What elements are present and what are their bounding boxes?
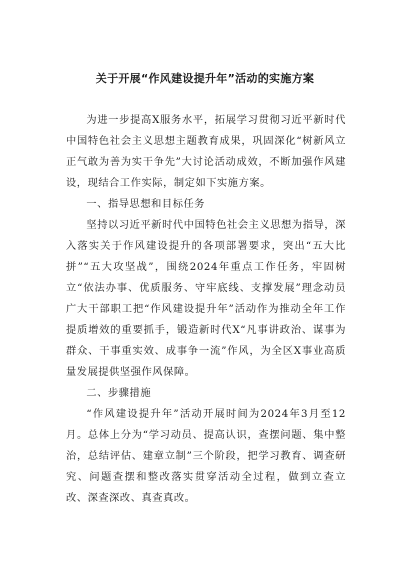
section-paragraph-guiding-ideology: 坚持以习近平新时代中国特色社会主义思想为指导，深入落实关于作风建设提升的各项部署要求，突出“五大比拼”“五大攻坚战”，围绕2024年重点工作任务，牢固树立“依法办事、优质服务、守牢底线、支撑发展”理念动员广大干部职工把“作风建设提升年”活动作为推动全年工作提质增效的重要抓手，锻造新时代X“凡事讲政治、谋事为群众、干事重实效、成事争一流”作风，为全区X事业高质量发展提供坚强作风保障。 — [66, 220, 346, 378]
intro-paragraph: 为进一步提高X服务水平，拓展学习贯彻习近平新时代中国特色社会主义思想主题教育成果，巩固深化“树新风立正气敢为善为实干争先”大讨论活动成效，不断加强作风建设，现结合工作实际，制定如下实施方案。 — [66, 115, 346, 189]
section-heading-guiding-ideology: 一、指导思想和目标任务 — [86, 199, 206, 210]
section-heading-steps: 二、步骤措施 — [86, 388, 152, 399]
document-title: 关于开展“作风建设提升年”活动的实施方案 — [95, 72, 315, 85]
section-paragraph-steps: “作风建设提升年”活动开展时间为2024年3月至12月。总体上分为“学习动员、提高认识，查摆问题、集中整治，总结评估、建章立制”三个阶段，把学习教育、调查研究、问题查摆和整改落实贯穿活动全过程，做到立查立改、深查深改、真查真改。 — [66, 409, 346, 504]
document-body — [66, 110, 346, 509]
